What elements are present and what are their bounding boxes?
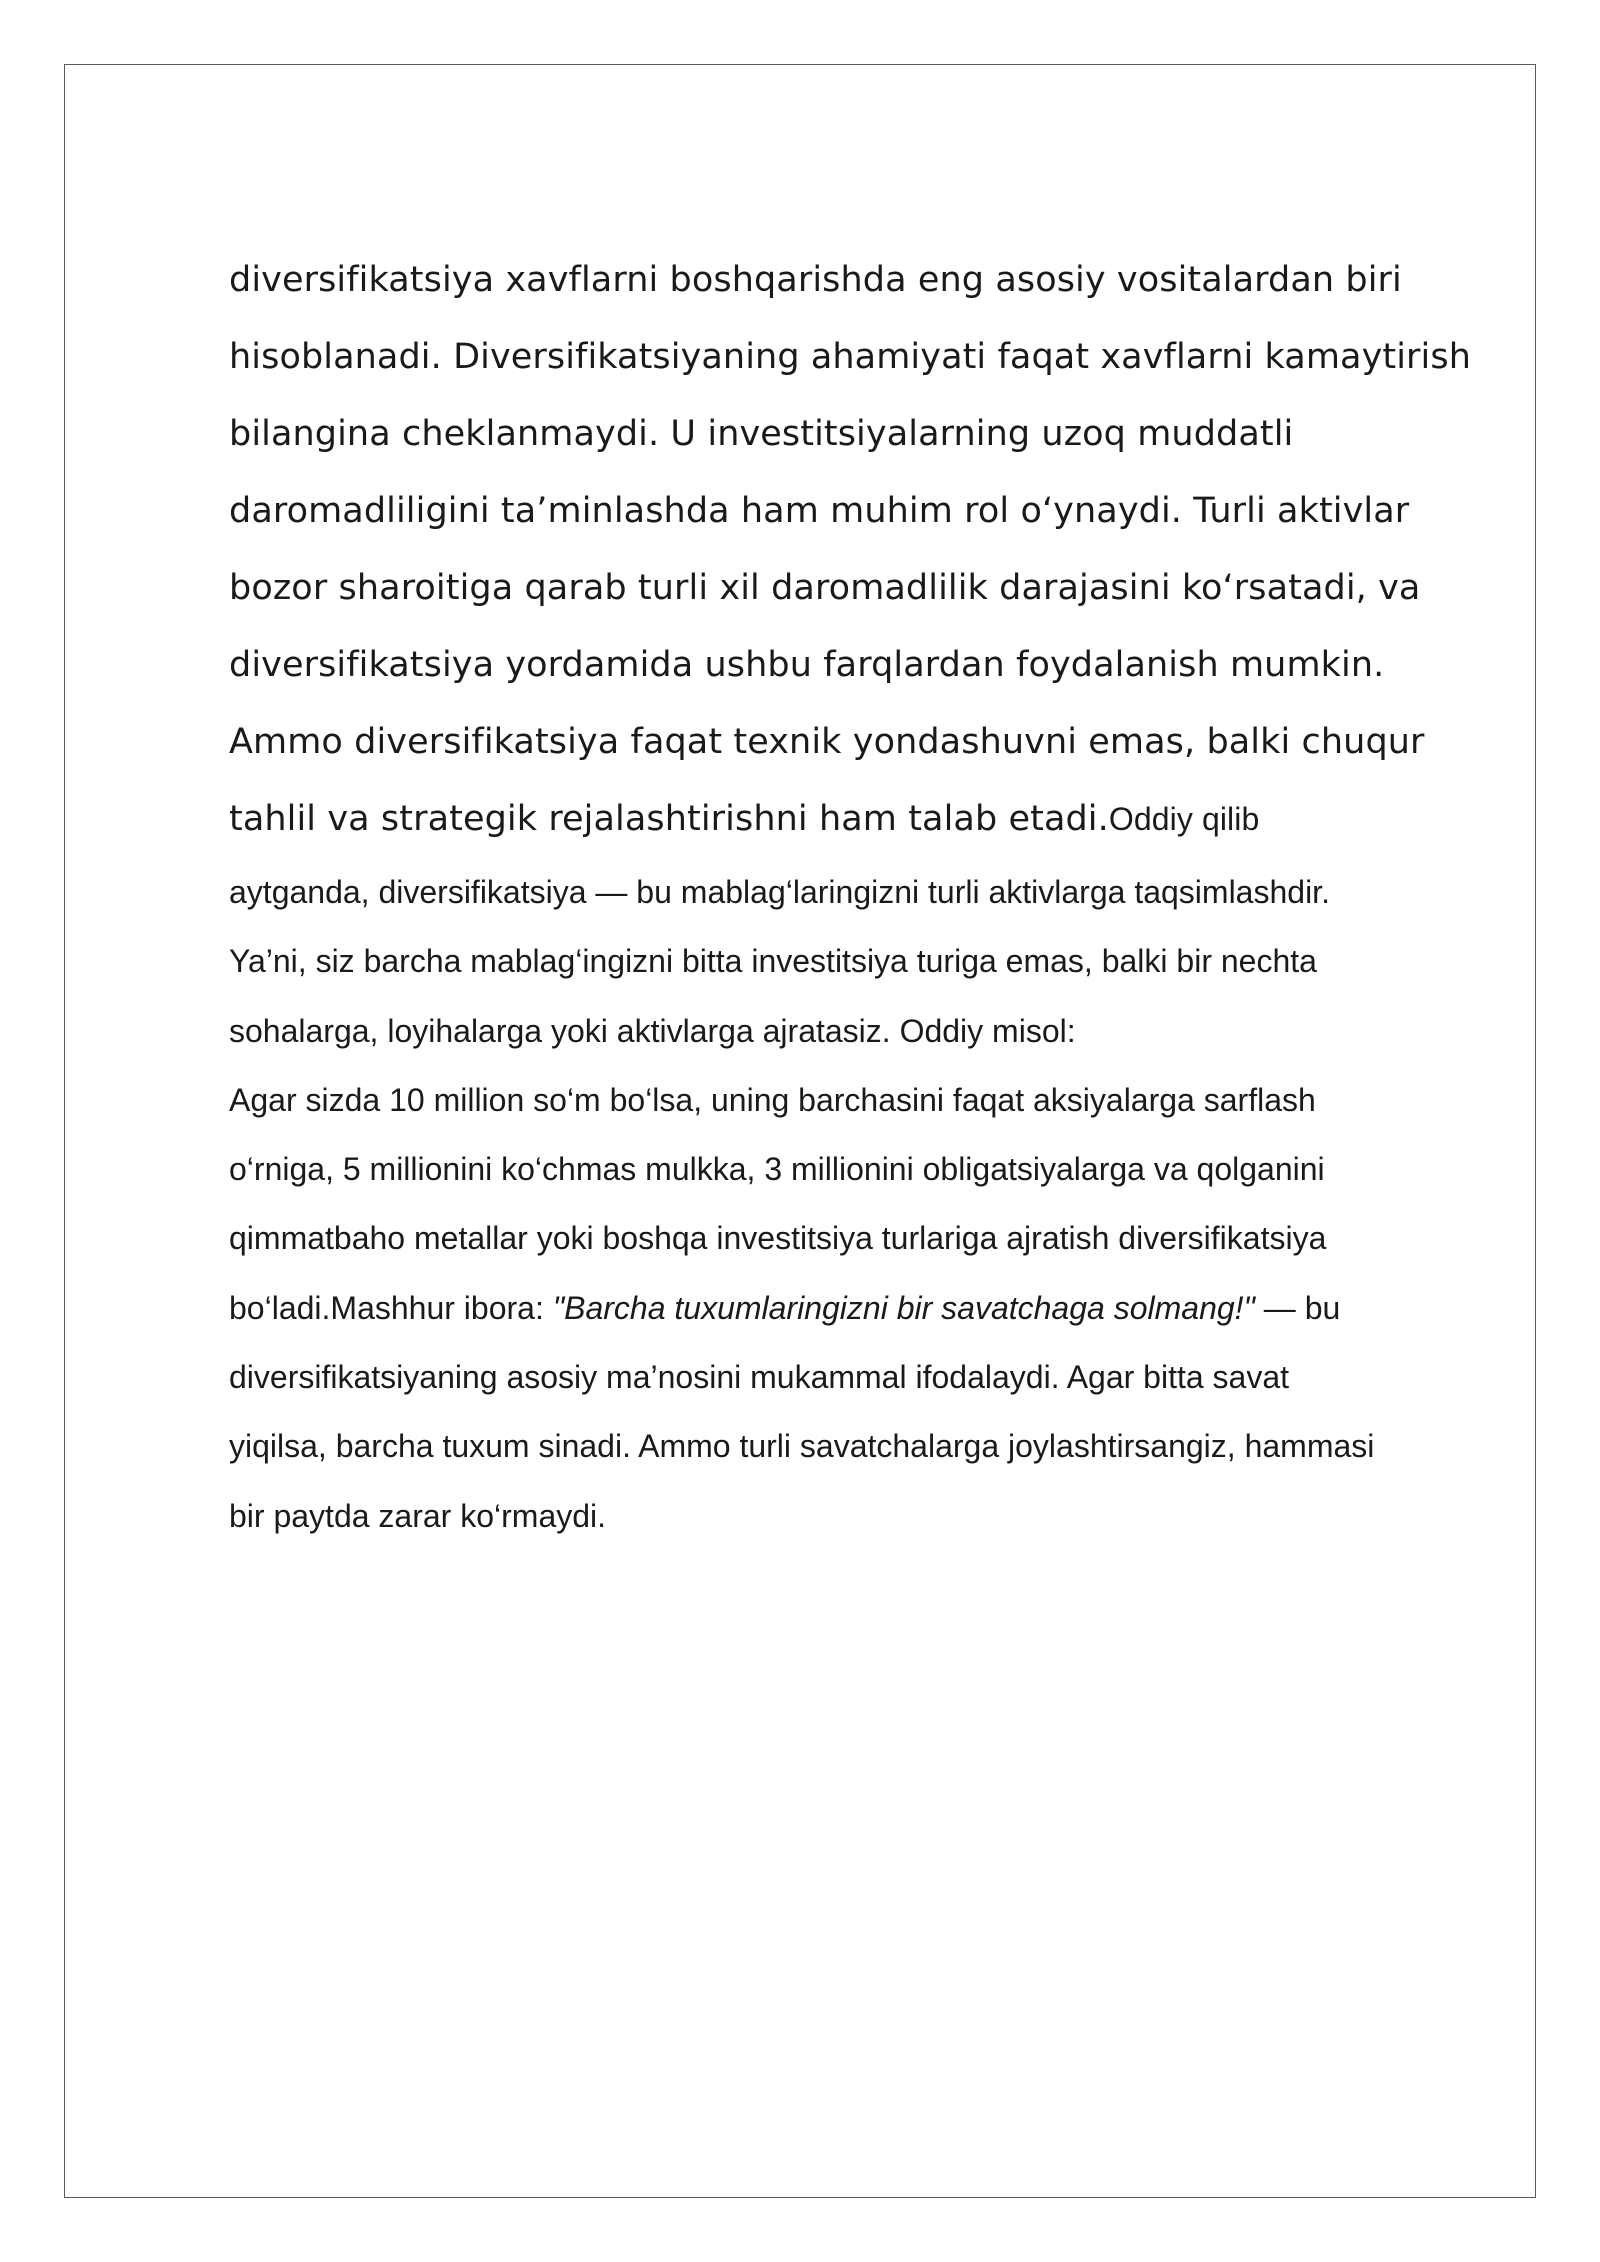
text-line: diversifikatsiya yordamida ushbu farqlardan foydalanish mumkin. [229, 645, 1385, 685]
text-line: o‘rniga, 5 millionini ko‘chmas mulkka, 3 millionini obligatsiyalarga va qolganini [229, 1151, 1325, 1188]
text-line-mixed [229, 781, 1469, 858]
text-line-quote [229, 1274, 1469, 1343]
text-line: aytganda, diversifikatsiya — bu mablag‘laringizni turli aktivlarga taqsimlashdir. [229, 874, 1330, 910]
text-line-tail: Oddiy qilib [1108, 801, 1260, 837]
text-line: diversifikatsiyaning asosiy ma’nosini mukammal ifodalaydi. Agar bitta savat [229, 1359, 1290, 1396]
text-line: Agar sizda 10 million so‘m bo‘lsa, uning barchasini faqat aksiyalarga sarflash [229, 1081, 1316, 1118]
text-line: Ya’ni, siz barcha mablag‘ingizni bitta investitsiya turiga emas, balki bir nechta [229, 943, 1317, 980]
text-line: Ammo diversifikatsiya faqat texnik yondashuvni emas, balki chuqur [229, 722, 1425, 762]
document-body [229, 242, 1469, 1551]
text-line: yiqilsa, barcha tuxum sinadi. Ammo turli savatchalarga joylashtirsangiz, hammasi [229, 1428, 1375, 1465]
text-line: bozor sharoitiga qarab turli xil daromadlilik darajasini ko‘rsatadi, va [229, 568, 1421, 608]
text-line: bilangina cheklanmaydi. U investitsiyalarning uzoq muddatli [229, 414, 1294, 454]
paragraph-definition [229, 858, 1469, 1551]
text-line: sohalarga, loyihalarga yoki aktivlarga ajratasiz. Oddiy misol: [229, 1012, 1076, 1049]
text-line: tahlil va strategik rejalashtirishni ham talab etadi. [229, 799, 1109, 839]
text-line: hisoblanadi. Diversifikatsiyaning ahamiyati faqat xavflarni kamaytirish [229, 337, 1471, 377]
text-line: daromadliligini ta’minlashda ham muhim rol o‘ynaydi. Turli aktivlar [229, 491, 1410, 531]
text-line: diversifikatsiya xavflarni boshqarishda eng asosiy vositalardan biri [229, 260, 1402, 300]
quote-prefix: bo‘ladi.Mashhur ibora: [229, 1289, 553, 1326]
quote-suffix: — bu [1254, 1289, 1341, 1326]
famous-quote: "Barcha tuxumlaringizni bir savatchaga solmang!" [552, 1289, 1255, 1326]
text-line: bir paytda zarar ko‘rmaydi. [229, 1497, 607, 1534]
text-line: qimmatbaho metallar yoki boshqa investitsiya turlariga ajratish diversifikatsiya [229, 1220, 1327, 1257]
paragraph-intro [229, 242, 1469, 858]
